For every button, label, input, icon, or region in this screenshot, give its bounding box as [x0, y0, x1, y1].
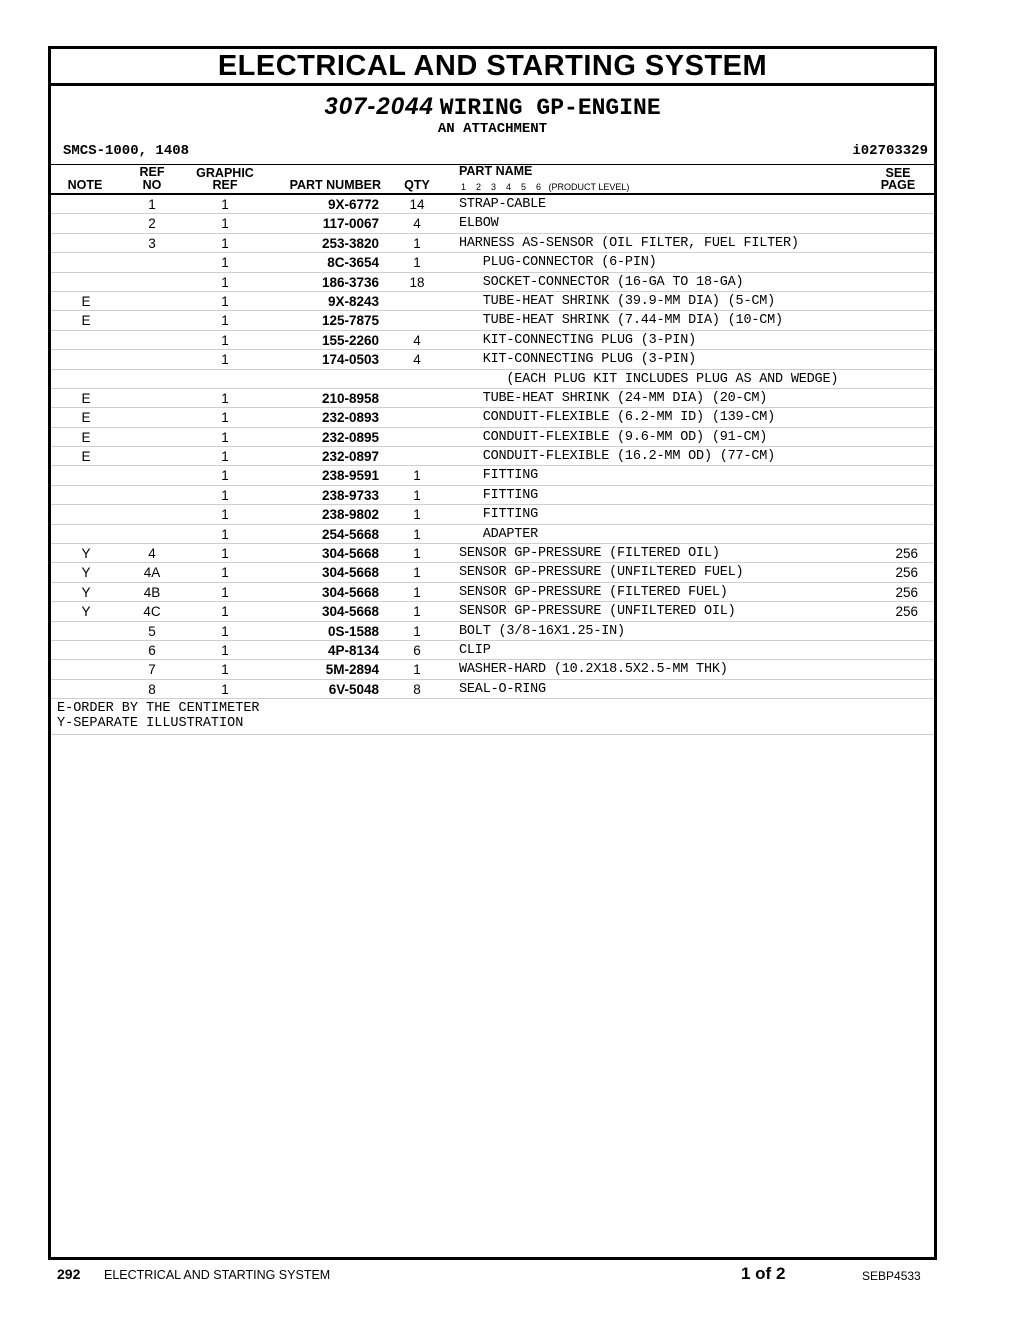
- table-row: [51, 234, 934, 253]
- part-name-cell: PLUG-CONNECTOR (6-PIN): [459, 255, 657, 271]
- illustration-id: i02703329: [852, 143, 928, 159]
- part-number-cell: 304-5668: [321, 584, 379, 600]
- part-number-cell: 4P-8134: [327, 642, 379, 658]
- qty-cell: 1: [413, 235, 421, 251]
- group-title: [51, 94, 934, 120]
- graphic-ref-cell: 1: [221, 681, 229, 697]
- table-row: [51, 563, 934, 582]
- graphic-ref-cell: 1: [221, 642, 229, 658]
- col-ref-no-bottom: NO: [142, 178, 162, 192]
- table-row: [51, 466, 934, 485]
- ref-no-cell: 7: [148, 662, 156, 678]
- ref-no-cell: 4A: [143, 565, 161, 581]
- ref-no-cell: 4B: [143, 584, 161, 600]
- part-number-cell: 238-9802: [321, 507, 379, 523]
- graphic-ref-cell: 1: [221, 410, 229, 426]
- part-name-cell: KIT-CONNECTING PLUG (3-PIN): [459, 332, 697, 348]
- qty-cell: 1: [413, 507, 421, 523]
- part-name-cell: CONDUIT-FLEXIBLE (9.6-MM OD) (91-CM): [459, 429, 768, 445]
- part-name-cell: FITTING: [459, 487, 539, 503]
- part-number-cell: 5M-2894: [325, 662, 379, 678]
- graphic-ref-cell: 1: [221, 526, 229, 542]
- graphic-ref-cell: 1: [221, 623, 229, 639]
- table-row: [51, 641, 934, 660]
- qty-cell: 1: [413, 604, 421, 620]
- footer-page-number: 292: [57, 1266, 81, 1282]
- qty-cell: 1: [413, 584, 421, 600]
- part-number-cell: 232-0895: [321, 429, 379, 445]
- part-name-cell: FITTING: [459, 507, 539, 523]
- qty-cell: 8: [413, 681, 421, 697]
- see-page-cell: 256: [895, 546, 918, 562]
- table-row: [51, 447, 934, 466]
- part-number-cell: 117-0067: [322, 216, 379, 232]
- graphic-ref-cell: 1: [221, 197, 229, 212]
- part-name-cell: TUBE-HEAT SHRINK (7.44-MM DIA) (10-CM): [459, 313, 783, 329]
- qty-cell: 1: [413, 255, 421, 271]
- footer-sheet: 1 of 2: [741, 1264, 786, 1283]
- smcs-code: SMCS-1000, 1408: [63, 143, 190, 159]
- note-y: Y-SEPARATE ILLUSTRATION: [57, 716, 244, 732]
- part-name-cell: TUBE-HEAT SHRINK (24-MM DIA) (20-CM): [459, 390, 768, 406]
- qty-cell: 4: [413, 332, 421, 348]
- smcs-row: [51, 140, 934, 165]
- see-page-cell: 256: [895, 604, 918, 620]
- graphic-ref-cell: 1: [221, 468, 229, 484]
- part-number-cell: 238-9591: [321, 468, 379, 484]
- page-frame: [48, 46, 937, 1260]
- col-ref-no-top: REF: [139, 165, 165, 179]
- part-number-cell: 238-9733: [321, 487, 379, 503]
- table-row: [51, 214, 934, 233]
- qty-cell: 6: [413, 642, 421, 658]
- note-cell: E: [81, 313, 91, 329]
- part-name-cell: CONDUIT-FLEXIBLE (16.2-MM OD) (77-CM): [459, 449, 776, 465]
- table-row: [51, 544, 934, 563]
- note-cell: Y: [81, 546, 91, 562]
- group-subtitle: AN ATTACHMENT: [437, 121, 548, 137]
- part-name-cell: BOLT (3/8-16X1.25-IN): [459, 623, 625, 639]
- table-row: [51, 660, 934, 679]
- part-name-cell: SOCKET-CONNECTOR (16-GA TO 18-GA): [459, 274, 744, 290]
- graphic-ref-cell: 1: [221, 235, 229, 251]
- parts-table-body: [51, 195, 934, 699]
- qty-cell: 4: [413, 352, 421, 368]
- part-number-cell: 174-0503: [321, 352, 379, 368]
- part-number-cell: 232-0893: [321, 410, 379, 426]
- part-number-cell: 254-5668: [321, 526, 379, 542]
- part-name-cell: CONDUIT-FLEXIBLE (6.2-MM ID) (139-CM): [459, 410, 776, 426]
- table-row: [51, 525, 934, 544]
- graphic-ref-cell: 1: [221, 487, 229, 503]
- col-graphic-ref-top: GRAPHIC: [196, 166, 254, 180]
- part-number-cell: 304-5668: [321, 546, 379, 562]
- qty-cell: 18: [409, 274, 425, 290]
- col-see-page-top: SEE: [885, 166, 911, 180]
- col-product-level: 1 2 3 4 5 6 (PRODUCT LEVEL): [461, 182, 630, 192]
- qty-cell: 4: [413, 216, 421, 232]
- part-name-cell: STRAP-CABLE: [459, 197, 546, 212]
- graphic-ref-cell: 1: [221, 604, 229, 620]
- table-row: [51, 505, 934, 524]
- table-row: [51, 622, 934, 641]
- table-header: [51, 165, 934, 195]
- qty-cell: 1: [413, 468, 421, 484]
- graphic-ref-cell: 1: [221, 429, 229, 445]
- part-number-cell: 0S-1588: [327, 623, 379, 639]
- part-number-cell: 155-2260: [321, 332, 379, 348]
- note-cell: E: [81, 429, 91, 445]
- table-row: [51, 486, 934, 505]
- col-part-name: PART NAME: [459, 164, 533, 178]
- graphic-ref-cell: 1: [221, 390, 229, 406]
- table-row: [51, 370, 934, 389]
- col-part-number: PART NUMBER: [289, 178, 381, 192]
- part-name-cell: ELBOW: [459, 216, 499, 232]
- footer-doc-id: SEBP4533: [862, 1269, 921, 1283]
- part-number-cell: 125-7875: [321, 313, 379, 329]
- ref-no-cell: 8: [148, 681, 156, 697]
- note-cell: Y: [81, 584, 91, 600]
- qty-cell: 1: [413, 623, 421, 639]
- graphic-ref-cell: 1: [221, 546, 229, 562]
- note-cell: E: [81, 390, 91, 406]
- table-row: [51, 331, 934, 350]
- table-row: [51, 350, 934, 369]
- graphic-ref-cell: 1: [221, 216, 229, 232]
- table-row: [51, 583, 934, 602]
- ref-no-cell: 6: [148, 642, 156, 658]
- part-number-cell: 232-0897: [321, 449, 379, 465]
- notes-block: [51, 699, 934, 735]
- part-number-cell: 210-8958: [321, 390, 379, 406]
- graphic-ref-cell: 1: [221, 352, 229, 368]
- note-cell: Y: [81, 565, 91, 581]
- table-row: [51, 680, 934, 699]
- part-name-cell: KIT-CONNECTING PLUG (3-PIN): [459, 352, 697, 368]
- table-row: [51, 602, 934, 621]
- footer-section: ELECTRICAL AND STARTING SYSTEM: [104, 1268, 331, 1282]
- graphic-ref-cell: 1: [221, 507, 229, 523]
- table-row: [51, 311, 934, 330]
- part-number-cell: 186-3736: [321, 274, 379, 290]
- ref-no-cell: 3: [148, 235, 156, 251]
- part-number-cell: 9X-6772: [327, 197, 379, 212]
- part-number-cell: 304-5668: [321, 604, 379, 620]
- col-qty: QTY: [404, 178, 430, 192]
- part-number-cell: 9X-8243: [327, 293, 379, 309]
- group-name: WIRING GP-ENGINE: [439, 95, 661, 121]
- table-row: [51, 253, 934, 272]
- note-cell: E: [81, 410, 91, 426]
- part-number-cell: 304-5668: [321, 565, 379, 581]
- part-number-cell: 6V-5048: [328, 681, 379, 697]
- part-name-cell: FITTING: [459, 468, 539, 484]
- part-name-cell: WASHER-HARD (10.2X18.5X2.5-MM THK): [459, 662, 728, 678]
- part-name-cell: (EACH PLUG KIT INCLUDES PLUG AS AND WEDGE): [459, 371, 839, 387]
- qty-cell: 1: [413, 565, 421, 581]
- qty-cell: 1: [413, 526, 421, 542]
- col-graphic-ref-bottom: REF: [212, 178, 238, 192]
- graphic-ref-cell: 1: [221, 313, 229, 329]
- table-row: [51, 195, 934, 214]
- table-row: [51, 389, 934, 408]
- page-footer: [0, 1266, 1020, 1288]
- note-cell: Y: [81, 604, 91, 620]
- graphic-ref-cell: 1: [221, 449, 229, 465]
- see-page-cell: 256: [895, 584, 918, 600]
- graphic-ref-cell: 1: [221, 274, 229, 290]
- part-name-cell: SENSOR GP-PRESSURE (FILTERED FUEL): [459, 584, 728, 600]
- graphic-ref-cell: 1: [221, 584, 229, 600]
- graphic-ref-cell: 1: [221, 293, 229, 309]
- graphic-ref-cell: 1: [221, 255, 229, 271]
- qty-cell: 14: [409, 197, 425, 212]
- note-cell: E: [81, 293, 91, 309]
- note-cell: E: [81, 449, 91, 465]
- ref-no-cell: 4C: [143, 604, 161, 620]
- part-name-cell: SENSOR GP-PRESSURE (UNFILTERED OIL): [459, 604, 736, 620]
- qty-cell: 1: [413, 546, 421, 562]
- table-row: [51, 273, 934, 292]
- qty-cell: 1: [413, 487, 421, 503]
- graphic-ref-cell: 1: [221, 662, 229, 678]
- ref-no-cell: 5: [148, 623, 156, 639]
- part-name-cell: HARNESS AS-SENSOR (OIL FILTER, FUEL FILTER): [459, 235, 799, 251]
- part-name-cell: SENSOR GP-PRESSURE (UNFILTERED FUEL): [459, 565, 744, 581]
- graphic-ref-cell: 1: [221, 332, 229, 348]
- see-page-cell: 256: [895, 565, 918, 581]
- section-title: ELECTRICAL AND STARTING SYSTEM: [217, 50, 768, 82]
- group-part-number: 307-2044: [324, 93, 434, 120]
- ref-no-cell: 1: [148, 197, 156, 212]
- table-row: [51, 428, 934, 447]
- part-name-cell: SEAL-O-RING: [459, 681, 546, 697]
- note-e: E-ORDER BY THE CENTIMETER: [57, 701, 260, 717]
- part-number-cell: 253-3820: [321, 235, 379, 251]
- section-title-bar: [51, 49, 934, 86]
- ref-no-cell: 4: [148, 546, 156, 562]
- table-row: [51, 292, 934, 311]
- part-number-cell: 8C-3654: [327, 255, 379, 271]
- qty-cell: 1: [413, 662, 421, 678]
- part-name-cell: ADAPTER: [459, 526, 539, 542]
- part-name-cell: SENSOR GP-PRESSURE (FILTERED OIL): [459, 546, 720, 562]
- part-name-cell: CLIP: [459, 642, 491, 658]
- col-note: NOTE: [67, 178, 103, 192]
- ref-no-cell: 2: [148, 216, 156, 232]
- graphic-ref-cell: 1: [221, 565, 229, 581]
- part-name-cell: TUBE-HEAT SHRINK (39.9-MM DIA) (5-CM): [459, 293, 776, 309]
- col-see-page-bottom: PAGE: [880, 178, 916, 192]
- table-row: [51, 408, 934, 427]
